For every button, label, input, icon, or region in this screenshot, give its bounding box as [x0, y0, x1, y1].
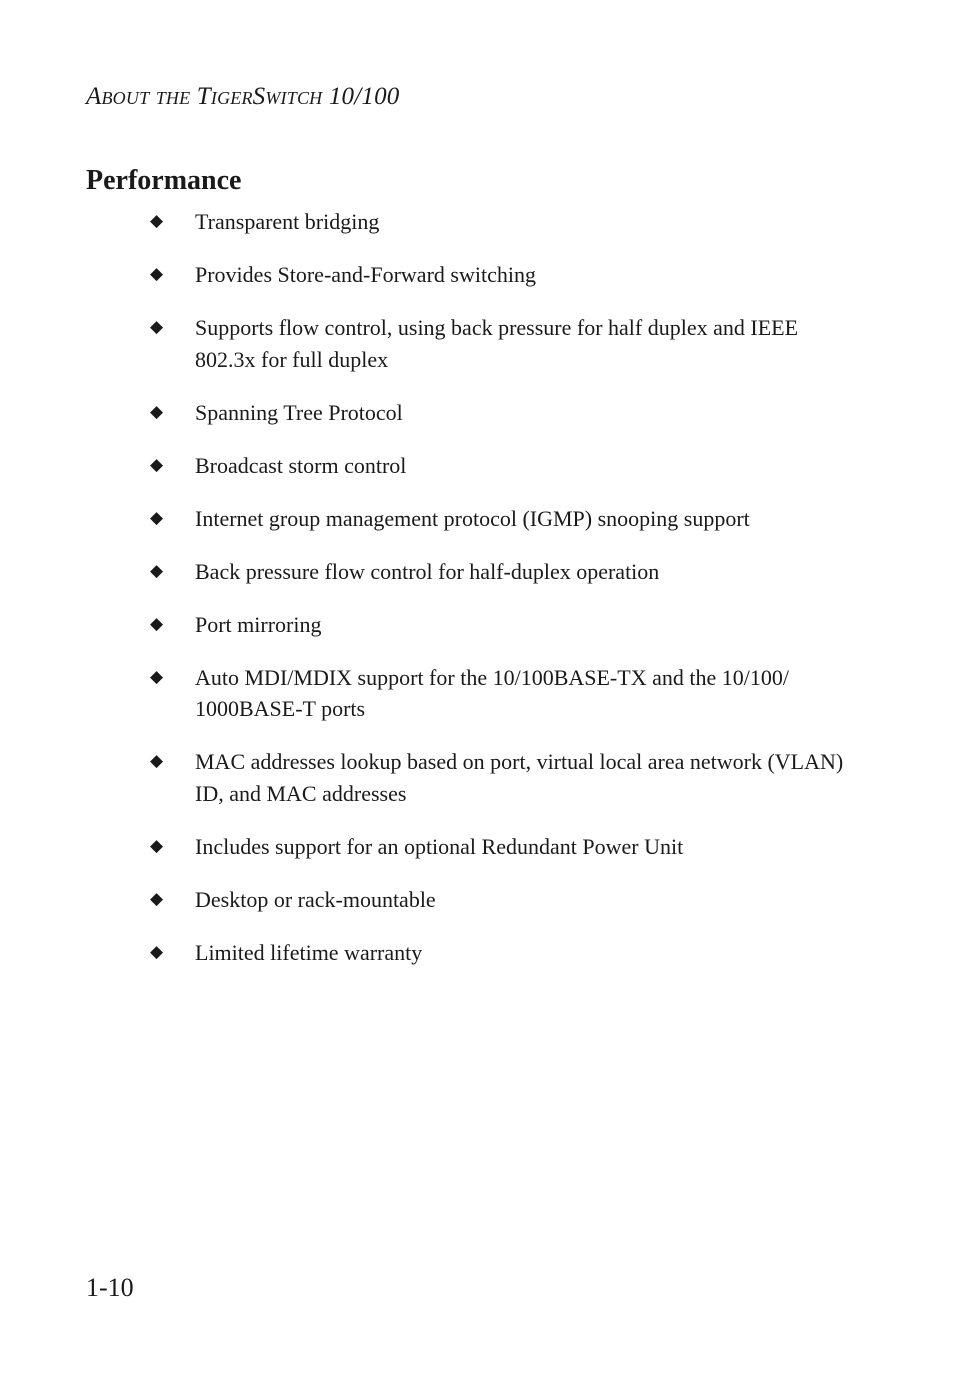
list-item-text: Limited lifetime warranty — [195, 939, 423, 965]
feature-list — [150, 206, 855, 990]
diamond-bullet-icon: ◆ — [150, 751, 164, 771]
diamond-bullet-icon: ◆ — [150, 888, 164, 909]
list-item — [150, 503, 855, 535]
list-item — [150, 831, 855, 863]
list-item — [150, 937, 855, 969]
list-item — [150, 609, 855, 641]
list-item — [150, 746, 855, 809]
diamond-bullet-icon: ◆ — [150, 454, 164, 475]
list-item-text: Provides Store-and-Forward switching — [195, 262, 536, 287]
running-header: About the TigerSwitch 10/100 — [86, 83, 400, 110]
list-item-text: Includes support for an optional Redundant Power Unit — [195, 833, 684, 859]
section-title: Performance — [86, 165, 242, 196]
diamond-bullet-icon: ◆ — [150, 507, 164, 528]
diamond-bullet-icon: ◆ — [150, 211, 164, 231]
diamond-bullet-icon: ◆ — [150, 401, 164, 422]
list-item-text: Auto MDI/MDIX support for the 10/100BASE-TX and the 10/100/ 1000BASE-T ports — [195, 664, 789, 721]
list-item-text: Port mirroring — [195, 611, 322, 637]
list-item-text: Internet group management protocol (IGMP) snooping support — [195, 505, 750, 531]
diamond-bullet-icon: ◆ — [150, 317, 164, 337]
list-item — [150, 312, 855, 375]
list-item — [150, 450, 855, 482]
diamond-bullet-icon: ◆ — [150, 560, 164, 581]
list-item — [150, 397, 855, 429]
diamond-bullet-icon: ◆ — [150, 264, 164, 284]
list-item-text: Transparent bridging — [195, 209, 380, 234]
list-item — [150, 206, 855, 238]
diamond-bullet-icon: ◆ — [150, 941, 164, 962]
page-number: 1-10 — [86, 1273, 134, 1302]
list-item — [150, 662, 855, 725]
list-item — [150, 259, 855, 291]
list-item-text: Spanning Tree Protocol — [195, 399, 403, 425]
list-item-text: Broadcast storm control — [195, 452, 407, 478]
diamond-bullet-icon: ◆ — [150, 666, 164, 687]
diamond-bullet-icon: ◆ — [150, 613, 164, 634]
list-item-text: MAC addresses lookup based on port, virtual local area network (VLAN) ID, and MAC addresses — [195, 749, 844, 806]
list-item-text: Desktop or rack-mountable — [195, 886, 436, 912]
list-item — [150, 556, 855, 588]
diamond-bullet-icon: ◆ — [150, 835, 164, 856]
list-item-text: Back pressure flow control for half-duplex operation — [195, 558, 660, 584]
list-item — [150, 884, 855, 916]
list-item-text: Supports flow control, using back pressure for half duplex and IEEE 802.3x for full duplex — [195, 315, 799, 372]
